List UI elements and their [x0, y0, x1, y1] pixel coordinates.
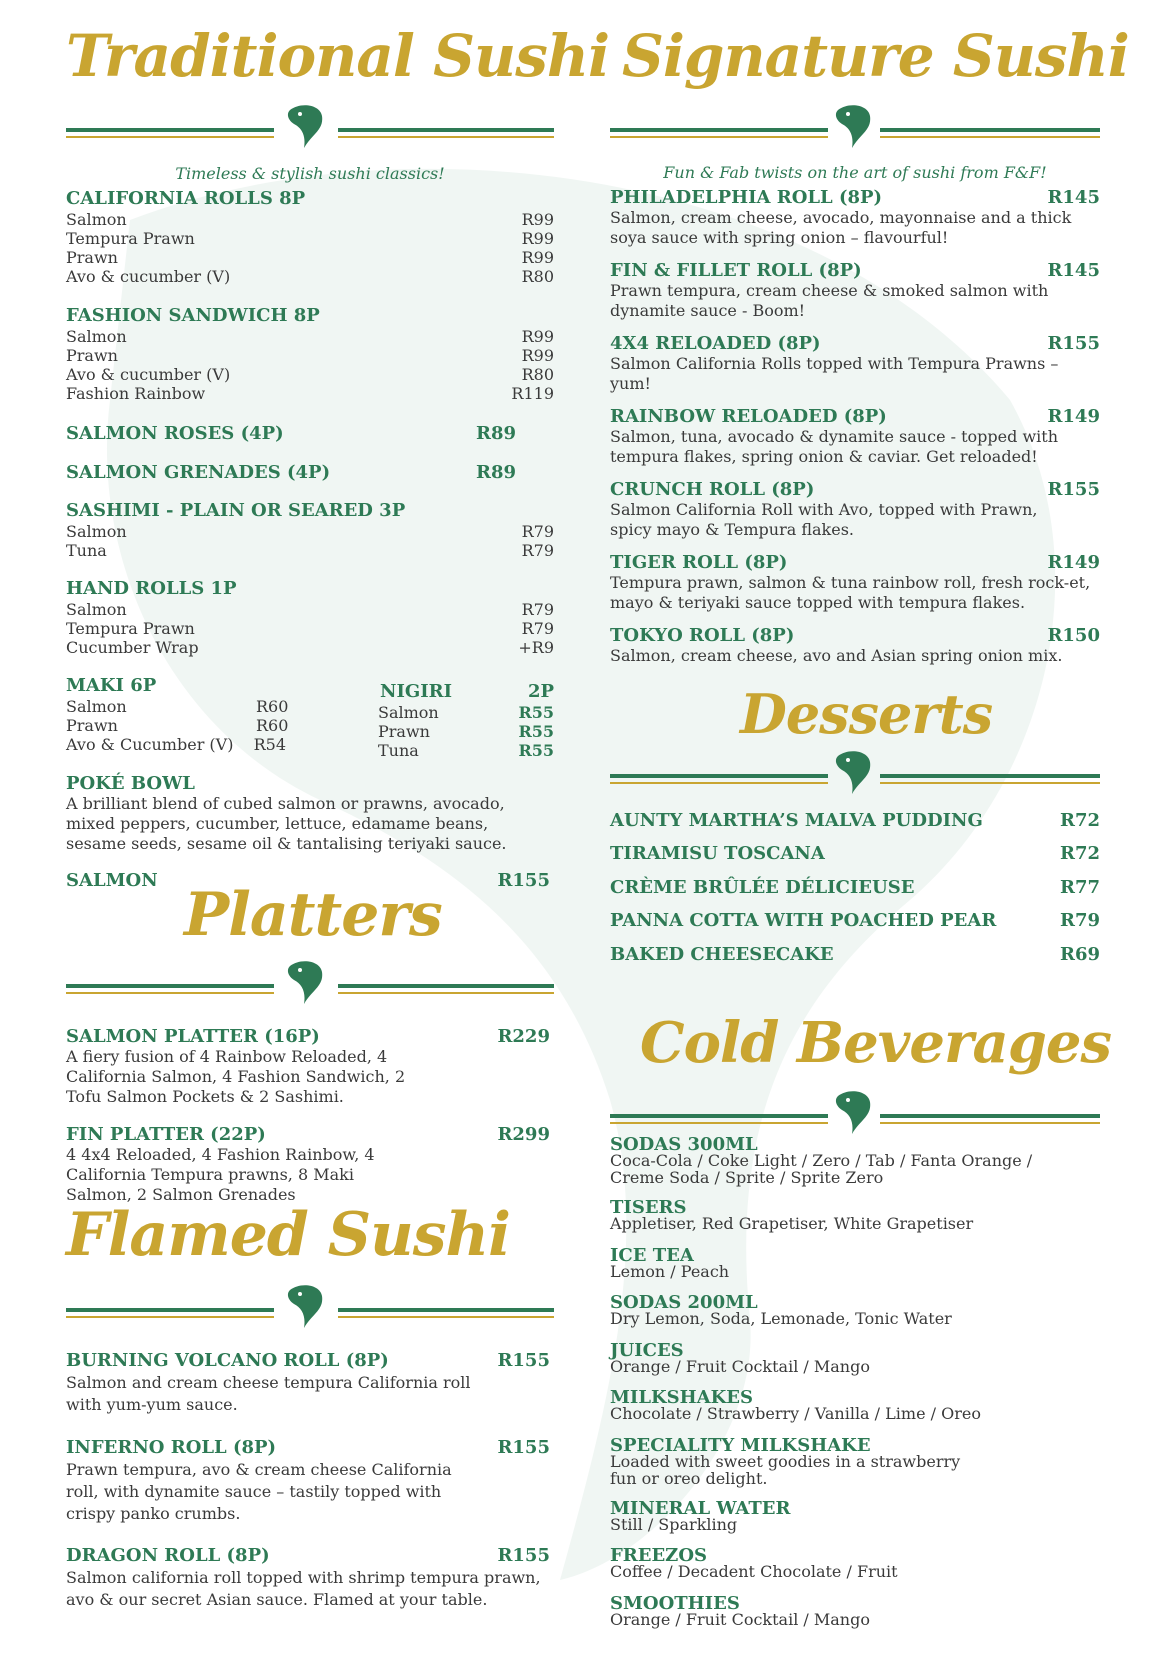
- item-name: Avo & cucumber (V): [66, 365, 231, 384]
- item-name: TIGER ROLL (8P): [610, 552, 788, 573]
- item-price: R299: [497, 1124, 550, 1145]
- section-heading: NIGIRI: [380, 681, 453, 702]
- item-price: R145: [1047, 260, 1100, 281]
- beverage-options: Appletiser, Red Grapetiser, White Grapetiser: [610, 1214, 974, 1233]
- item-description: A fiery fusion of 4 Rainbow Reloaded, 4 California Salmon, 4 Fashion Sandwich, 2 Tofu Salmon Pockets & 2 Sashimi.: [66, 1047, 406, 1106]
- item-price: R149: [1047, 406, 1100, 427]
- traditional-sushi-title: Traditional Sushi: [66, 22, 610, 90]
- beverage-name: SODAS 300ML: [610, 1134, 758, 1155]
- item-name: Salmon: [378, 703, 439, 722]
- cold-beverages-title: Cold Beverages: [640, 1010, 1112, 1076]
- dessert-name: CRÈME BRÛLÉE DÉLICIEUSE: [610, 877, 915, 898]
- item-description: Prawn tempura, cream cheese & smoked salmon with dynamite sauce - Boom!: [610, 281, 1049, 320]
- item-description: Salmon, cream cheese, avo and Asian spring onion mix.: [610, 646, 1063, 665]
- item-description: 4 4x4 Reloaded, 4 Fashion Rainbow, 4 California Tempura prawns, 8 Maki Salmon, 2 Salmon Grenades: [66, 1145, 375, 1204]
- beverage-name: SODAS 200ML: [610, 1292, 758, 1313]
- item-price: R99: [521, 229, 554, 248]
- item-price: R99: [521, 327, 554, 346]
- item-name: SALMON PLATTER (16P): [66, 1026, 320, 1047]
- item-name: BURNING VOLCANO ROLL (8P): [66, 1350, 389, 1371]
- item-name: PHILADELPHIA ROLL (8P): [610, 187, 883, 208]
- dessert-price: R72: [1059, 843, 1100, 864]
- item-name: Prawn: [66, 346, 118, 365]
- item-price: R119: [511, 384, 554, 403]
- section-divider: [610, 114, 1100, 154]
- desserts-title: Desserts: [740, 682, 993, 746]
- section-divider: [66, 114, 554, 154]
- item-price: R80: [521, 267, 554, 286]
- flamed-sushi-title: Flamed Sushi: [66, 1200, 510, 1270]
- item-price: R79: [521, 541, 554, 560]
- item-price: R149: [1047, 552, 1100, 573]
- item-name: Tempura Prawn: [66, 229, 195, 248]
- item-name: Prawn: [66, 248, 118, 267]
- item-price: R155: [497, 1545, 550, 1566]
- fish-icon: [286, 1284, 326, 1330]
- dessert-name: PANNA COTTA WITH POACHED PEAR: [610, 910, 997, 931]
- item-price: R155: [497, 1350, 550, 1371]
- beverage-name: ICE TEA: [610, 1245, 694, 1266]
- beverage-options: Loaded with sweet goodies in a strawberry fun or oreo delight.: [610, 1452, 961, 1488]
- section-divider: [66, 970, 554, 1010]
- item-name: Prawn: [378, 722, 430, 741]
- beverage-options: Orange / Fruit Cocktail / Mango: [610, 1610, 870, 1629]
- item-price: R155: [497, 870, 550, 891]
- fish-icon: [834, 104, 874, 150]
- item-price: R79: [521, 522, 554, 541]
- item-name: DRAGON ROLL (8P): [66, 1545, 270, 1566]
- platters-title: Platters: [184, 880, 442, 950]
- section-divider: [66, 1294, 554, 1334]
- item-description: Salmon California Roll with Avo, topped with Prawn, spicy mayo & Tempura flakes.: [610, 500, 1038, 539]
- item-price: R89: [475, 423, 516, 444]
- item-price: R79: [521, 600, 554, 619]
- item-price: R60: [256, 697, 289, 716]
- item-name: Tempura Prawn: [66, 619, 195, 638]
- item-description: Tempura prawn, salmon & tuna rainbow roll, fresh rock-et, mayo & teriyaki sauce topped with tempura flakes.: [610, 573, 1091, 612]
- item-price: R89: [475, 462, 516, 483]
- item-name: Salmon: [66, 522, 127, 541]
- item-description: Salmon, tuna, avocado & dynamite sauce - topped with tempura flakes, spring onion & caviar. Get reloaded!: [610, 427, 1058, 466]
- item-price: R155: [1047, 479, 1100, 500]
- item-price: +R9: [518, 638, 554, 657]
- dessert-name: AUNTY MARTHA’S MALVA PUDDING: [610, 810, 983, 831]
- item-name: Tuna: [378, 741, 419, 760]
- section-heading: SASHIMI - PLAIN OR SEARED 3P: [66, 500, 406, 521]
- beverage-name: TISERS: [610, 1197, 687, 1218]
- item-name: Tuna: [66, 541, 107, 560]
- item-price: R155: [1047, 333, 1100, 354]
- item-name: Salmon: [66, 697, 127, 716]
- beverage-name: MINERAL WATER: [610, 1498, 791, 1519]
- fish-icon: [834, 750, 874, 796]
- section-heading: HAND ROLLS 1P: [66, 578, 237, 599]
- beverage-options: Coffee / Decadent Chocolate / Fruit: [610, 1562, 898, 1581]
- beverage-options: Lemon / Peach: [610, 1262, 730, 1281]
- section-heading: SALMON ROSES (4P): [66, 423, 284, 444]
- dessert-price: R72: [1059, 810, 1100, 831]
- item-description: Prawn tempura, avo & cream cheese California roll, with dynamite sauce – tastily topped with crispy panko crumbs.: [66, 1460, 452, 1523]
- beverage-options: Chocolate / Strawberry / Vanilla / Lime / Oreo: [610, 1404, 981, 1423]
- traditional-tagline: Timeless & stylish sushi classics!: [175, 164, 445, 183]
- item-description: Salmon and cream cheese tempura California roll with yum-yum sauce.: [66, 1373, 471, 1414]
- dessert-price: R79: [1059, 910, 1100, 931]
- item-price: R55: [518, 741, 554, 760]
- section-divider: [610, 760, 1100, 800]
- beverage-options: Orange / Fruit Cocktail / Mango: [610, 1357, 870, 1376]
- item-name: Avo & Cucumber (V): [66, 735, 234, 754]
- item-price: R145: [1047, 187, 1100, 208]
- item-description: Salmon california roll topped with shrimp tempura prawn, avo & our secret Asian sauce. Flamed at your table.: [66, 1568, 541, 1609]
- item-description: A brilliant blend of cubed salmon or prawns, avocado, mixed peppers, cucumber, lettuce, edamame beans, sesame seeds, sesame oil & tantalising teriyaki sauce.: [66, 794, 507, 853]
- item-price: R155: [497, 1437, 550, 1458]
- item-name: Salmon: [66, 600, 127, 619]
- dessert-name: BAKED CHEESECAKE: [610, 944, 834, 965]
- item-price: R99: [521, 248, 554, 267]
- section-heading: POKÉ BOWL: [66, 773, 195, 794]
- dessert-price: R77: [1059, 877, 1100, 898]
- item-name: Fashion Rainbow: [66, 384, 206, 403]
- item-description: Salmon California Rolls topped with Tempura Prawns – yum!: [610, 354, 1059, 393]
- item-price: R55: [518, 722, 554, 741]
- item-price: R99: [521, 210, 554, 229]
- beverage-options: Dry Lemon, Soda, Lemonade, Tonic Water: [610, 1309, 952, 1328]
- fish-icon: [286, 104, 326, 150]
- item-name: Avo & cucumber (V): [66, 267, 231, 286]
- item-name: Cucumber Wrap: [66, 638, 199, 657]
- signature-tagline: Fun & Fab twists on the art of sushi from F&F!: [663, 163, 1047, 182]
- item-description: Salmon, cream cheese, avocado, mayonnaise and a thick soya sauce with spring onion – flavourful!: [610, 208, 1072, 247]
- fish-icon: [286, 960, 326, 1006]
- item-price: R55: [518, 703, 554, 722]
- item-name: RAINBOW RELOADED (8P): [610, 406, 887, 427]
- dessert-price: R69: [1059, 944, 1100, 965]
- beverage-name: SMOOTHIES: [610, 1593, 740, 1614]
- item-name: INFERNO ROLL (8P): [66, 1437, 277, 1458]
- section-heading: MAKI 6P: [66, 675, 157, 696]
- dessert-name: TIRAMISU TOSCANA: [610, 843, 825, 864]
- item-name: TOKYO ROLL (8P): [610, 625, 795, 646]
- item-price: R60: [256, 716, 289, 735]
- item-name: FIN & FILLET ROLL (8P): [610, 260, 862, 281]
- item-price: R99: [521, 346, 554, 365]
- signature-sushi-title: Signature Sushi: [622, 22, 1129, 90]
- nigiri-count: 2P: [527, 681, 554, 702]
- section-heading: FASHION SANDWICH 8P: [66, 305, 320, 326]
- section-heading: CALIFORNIA ROLLS 8P: [66, 188, 306, 209]
- poke-option: SALMON: [66, 870, 158, 891]
- beverage-name: MILKSHAKES: [610, 1387, 753, 1408]
- item-name: FIN PLATTER (22P): [66, 1124, 266, 1145]
- beverage-name: JUICES: [610, 1340, 684, 1361]
- item-name: Salmon: [66, 210, 127, 229]
- section-heading: SALMON GRENADES (4P): [66, 462, 331, 483]
- item-name: 4X4 RELOADED (8P): [610, 333, 821, 354]
- item-price: R150: [1047, 625, 1100, 646]
- item-name: Salmon: [66, 327, 127, 346]
- item-price: R54: [253, 735, 286, 754]
- beverage-name: SPECIALITY MILKSHAKE: [610, 1435, 871, 1456]
- fish-icon: [834, 1090, 874, 1136]
- beverage-options: Coca-Cola / Coke Light / Zero / Tab / Fanta Orange / Creme Soda / Sprite / Sprite Zero: [610, 1151, 1033, 1187]
- item-price: R79: [521, 619, 554, 638]
- beverage-options: Still / Sparkling: [610, 1515, 738, 1534]
- item-price: R229: [497, 1026, 550, 1047]
- item-price: R80: [521, 365, 554, 384]
- beverage-name: FREEZOS: [610, 1545, 707, 1566]
- item-name: CRUNCH ROLL (8P): [610, 479, 815, 500]
- item-name: Prawn: [66, 716, 118, 735]
